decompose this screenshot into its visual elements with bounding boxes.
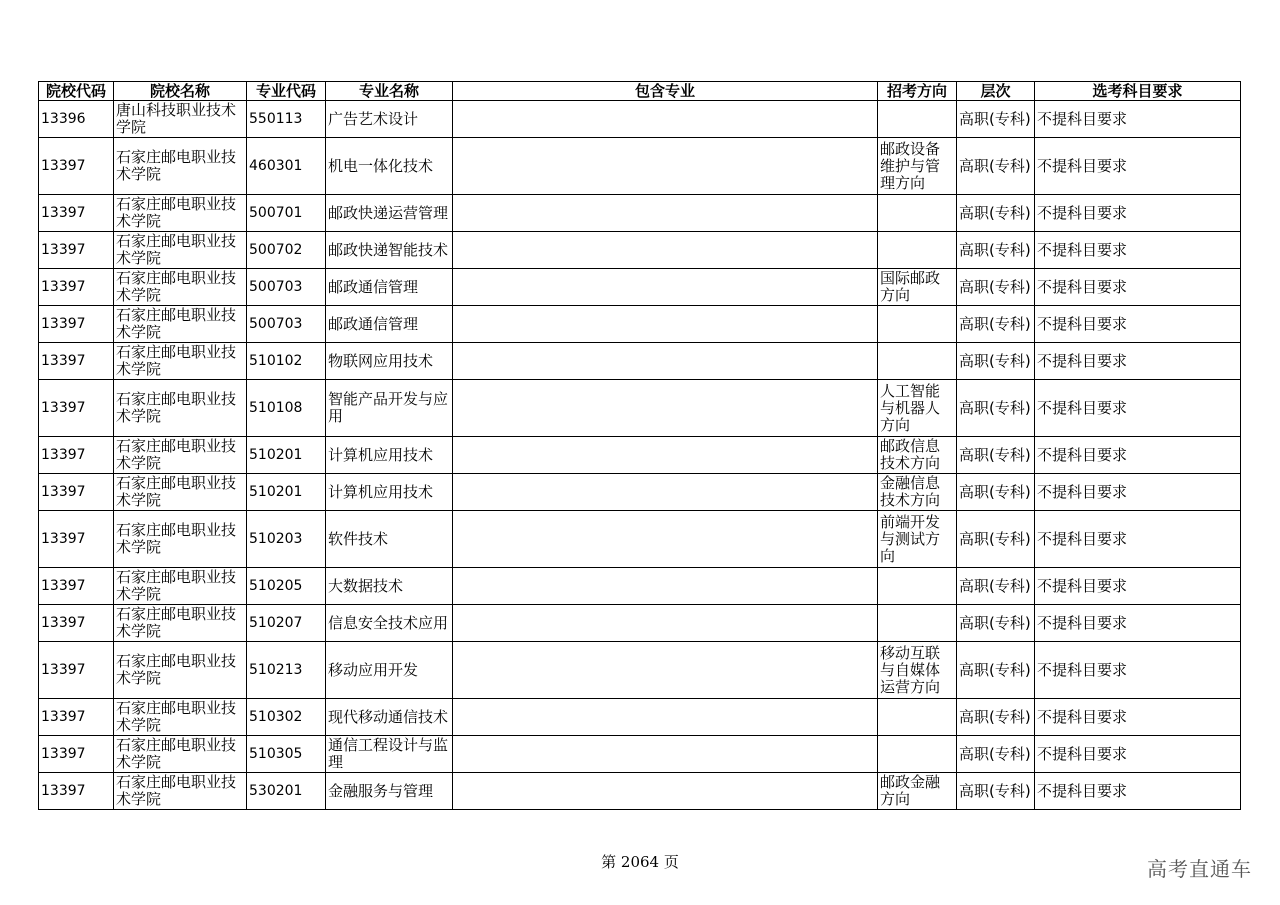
major-name-cell: 机电一体化技术 bbox=[326, 138, 453, 195]
major-code-cell: 500702 bbox=[247, 232, 326, 269]
major-name-cell: 信息安全技术应用 bbox=[326, 605, 453, 642]
included-majors-cell bbox=[453, 736, 878, 773]
school-name-cell: 石家庄邮电职业技术学院 bbox=[114, 437, 247, 474]
level-cell: 高职(专科) bbox=[957, 343, 1035, 380]
direction-cell bbox=[878, 736, 957, 773]
major-code-cell: 510205 bbox=[247, 568, 326, 605]
subject-requirement-cell: 不提科目要求 bbox=[1035, 437, 1241, 474]
table-row bbox=[39, 642, 1241, 699]
level-cell: 高职(专科) bbox=[957, 605, 1035, 642]
admission-table bbox=[38, 81, 1241, 810]
major-code-cell: 510201 bbox=[247, 474, 326, 511]
direction-cell bbox=[878, 195, 957, 232]
major-code-cell: 510302 bbox=[247, 699, 326, 736]
major-name-cell: 广告艺术设计 bbox=[326, 101, 453, 138]
major-name-cell: 邮政快递智能技术 bbox=[326, 232, 453, 269]
school-code-cell: 13397 bbox=[39, 343, 114, 380]
included-majors-cell bbox=[453, 380, 878, 437]
included-majors-cell bbox=[453, 437, 878, 474]
major-name-cell: 现代移动通信技术 bbox=[326, 699, 453, 736]
direction-cell bbox=[878, 232, 957, 269]
direction-cell: 邮政设备维护与管理方向 bbox=[878, 138, 957, 195]
subject-requirement-cell: 不提科目要求 bbox=[1035, 138, 1241, 195]
school-name-cell: 石家庄邮电职业技术学院 bbox=[114, 269, 247, 306]
school-name-cell: 石家庄邮电职业技术学院 bbox=[114, 736, 247, 773]
school-name-cell: 石家庄邮电职业技术学院 bbox=[114, 605, 247, 642]
major-name-cell: 计算机应用技术 bbox=[326, 474, 453, 511]
school-name-cell: 石家庄邮电职业技术学院 bbox=[114, 773, 247, 810]
subject-requirement-cell: 不提科目要求 bbox=[1035, 568, 1241, 605]
table-row bbox=[39, 269, 1241, 306]
table-row bbox=[39, 138, 1241, 195]
subject-requirement-cell: 不提科目要求 bbox=[1035, 605, 1241, 642]
direction-cell: 国际邮政方向 bbox=[878, 269, 957, 306]
major-name-cell: 金融服务与管理 bbox=[326, 773, 453, 810]
school-name-cell: 唐山科技职业技术学院 bbox=[114, 101, 247, 138]
subject-requirement-cell: 不提科目要求 bbox=[1035, 773, 1241, 810]
table-row bbox=[39, 568, 1241, 605]
major-name-cell: 物联网应用技术 bbox=[326, 343, 453, 380]
major-code-cell: 510203 bbox=[247, 511, 326, 568]
subject-requirement-cell: 不提科目要求 bbox=[1035, 195, 1241, 232]
included-majors-cell bbox=[453, 269, 878, 306]
school-code-cell: 13397 bbox=[39, 474, 114, 511]
header-major-name: 专业名称 bbox=[326, 82, 453, 101]
school-code-cell: 13397 bbox=[39, 306, 114, 343]
header-subject-requirement: 选考科目要求 bbox=[1035, 82, 1241, 101]
subject-requirement-cell: 不提科目要求 bbox=[1035, 232, 1241, 269]
table-row bbox=[39, 773, 1241, 810]
school-name-cell: 石家庄邮电职业技术学院 bbox=[114, 474, 247, 511]
page-number: 第 2064 页 bbox=[601, 853, 679, 871]
header-school-code: 院校代码 bbox=[39, 82, 114, 101]
direction-cell: 人工智能与机器人方向 bbox=[878, 380, 957, 437]
level-cell: 高职(专科) bbox=[957, 568, 1035, 605]
major-code-cell: 530201 bbox=[247, 773, 326, 810]
direction-cell bbox=[878, 306, 957, 343]
major-name-cell: 大数据技术 bbox=[326, 568, 453, 605]
school-code-cell: 13397 bbox=[39, 699, 114, 736]
direction-cell: 邮政金融方向 bbox=[878, 773, 957, 810]
table-row bbox=[39, 380, 1241, 437]
header-included-majors: 包含专业 bbox=[453, 82, 878, 101]
table-body bbox=[39, 101, 1241, 810]
major-name-cell: 邮政通信管理 bbox=[326, 306, 453, 343]
table-row bbox=[39, 101, 1241, 138]
subject-requirement-cell: 不提科目要求 bbox=[1035, 380, 1241, 437]
table-row bbox=[39, 306, 1241, 343]
level-cell: 高职(专科) bbox=[957, 380, 1035, 437]
direction-cell: 移动互联与自媒体运营方向 bbox=[878, 642, 957, 699]
level-cell: 高职(专科) bbox=[957, 232, 1035, 269]
school-code-cell: 13397 bbox=[39, 736, 114, 773]
major-name-cell: 邮政通信管理 bbox=[326, 269, 453, 306]
included-majors-cell bbox=[453, 773, 878, 810]
school-code-cell: 13397 bbox=[39, 511, 114, 568]
subject-requirement-cell: 不提科目要求 bbox=[1035, 736, 1241, 773]
major-code-cell: 510305 bbox=[247, 736, 326, 773]
included-majors-cell bbox=[453, 101, 878, 138]
level-cell: 高职(专科) bbox=[957, 101, 1035, 138]
school-code-cell: 13397 bbox=[39, 642, 114, 699]
direction-cell: 前端开发与测试方向 bbox=[878, 511, 957, 568]
header-school-name: 院校名称 bbox=[114, 82, 247, 101]
school-name-cell: 石家庄邮电职业技术学院 bbox=[114, 511, 247, 568]
school-name-cell: 石家庄邮电职业技术学院 bbox=[114, 306, 247, 343]
school-code-cell: 13397 bbox=[39, 138, 114, 195]
school-code-cell: 13397 bbox=[39, 568, 114, 605]
school-code-cell: 13396 bbox=[39, 101, 114, 138]
direction-cell bbox=[878, 605, 957, 642]
major-code-cell: 500701 bbox=[247, 195, 326, 232]
included-majors-cell bbox=[453, 605, 878, 642]
school-code-cell: 13397 bbox=[39, 232, 114, 269]
level-cell: 高职(专科) bbox=[957, 195, 1035, 232]
school-code-cell: 13397 bbox=[39, 605, 114, 642]
major-name-cell: 计算机应用技术 bbox=[326, 437, 453, 474]
included-majors-cell bbox=[453, 474, 878, 511]
table-row bbox=[39, 474, 1241, 511]
table-row bbox=[39, 437, 1241, 474]
header-direction: 招考方向 bbox=[878, 82, 957, 101]
header-level: 层次 bbox=[957, 82, 1035, 101]
table-row bbox=[39, 511, 1241, 568]
subject-requirement-cell: 不提科目要求 bbox=[1035, 699, 1241, 736]
level-cell: 高职(专科) bbox=[957, 269, 1035, 306]
included-majors-cell bbox=[453, 306, 878, 343]
level-cell: 高职(专科) bbox=[957, 306, 1035, 343]
major-code-cell: 510201 bbox=[247, 437, 326, 474]
major-name-cell: 邮政快递运营管理 bbox=[326, 195, 453, 232]
major-code-cell: 550113 bbox=[247, 101, 326, 138]
included-majors-cell bbox=[453, 511, 878, 568]
table-header-row bbox=[39, 82, 1241, 101]
included-majors-cell bbox=[453, 343, 878, 380]
watermark-logo: 高考直通车 bbox=[1147, 857, 1252, 881]
table-row bbox=[39, 195, 1241, 232]
major-code-cell: 510108 bbox=[247, 380, 326, 437]
school-name-cell: 石家庄邮电职业技术学院 bbox=[114, 380, 247, 437]
direction-cell bbox=[878, 101, 957, 138]
major-name-cell: 通信工程设计与监理 bbox=[326, 736, 453, 773]
included-majors-cell bbox=[453, 232, 878, 269]
subject-requirement-cell: 不提科目要求 bbox=[1035, 269, 1241, 306]
level-cell: 高职(专科) bbox=[957, 736, 1035, 773]
header-major-code: 专业代码 bbox=[247, 82, 326, 101]
level-cell: 高职(专科) bbox=[957, 511, 1035, 568]
included-majors-cell bbox=[453, 642, 878, 699]
table-row bbox=[39, 232, 1241, 269]
major-code-cell: 460301 bbox=[247, 138, 326, 195]
school-code-cell: 13397 bbox=[39, 269, 114, 306]
school-code-cell: 13397 bbox=[39, 437, 114, 474]
school-name-cell: 石家庄邮电职业技术学院 bbox=[114, 343, 247, 380]
included-majors-cell bbox=[453, 699, 878, 736]
table-row bbox=[39, 605, 1241, 642]
subject-requirement-cell: 不提科目要求 bbox=[1035, 511, 1241, 568]
subject-requirement-cell: 不提科目要求 bbox=[1035, 474, 1241, 511]
subject-requirement-cell: 不提科目要求 bbox=[1035, 642, 1241, 699]
direction-cell bbox=[878, 699, 957, 736]
included-majors-cell bbox=[453, 568, 878, 605]
school-code-cell: 13397 bbox=[39, 773, 114, 810]
level-cell: 高职(专科) bbox=[957, 437, 1035, 474]
level-cell: 高职(专科) bbox=[957, 773, 1035, 810]
direction-cell: 金融信息技术方向 bbox=[878, 474, 957, 511]
major-code-cell: 510102 bbox=[247, 343, 326, 380]
table-row bbox=[39, 699, 1241, 736]
table-row bbox=[39, 343, 1241, 380]
direction-cell: 邮政信息技术方向 bbox=[878, 437, 957, 474]
major-code-cell: 510207 bbox=[247, 605, 326, 642]
level-cell: 高职(专科) bbox=[957, 699, 1035, 736]
level-cell: 高职(专科) bbox=[957, 138, 1035, 195]
major-code-cell: 500703 bbox=[247, 269, 326, 306]
major-name-cell: 移动应用开发 bbox=[326, 642, 453, 699]
included-majors-cell bbox=[453, 195, 878, 232]
level-cell: 高职(专科) bbox=[957, 474, 1035, 511]
school-name-cell: 石家庄邮电职业技术学院 bbox=[114, 642, 247, 699]
major-code-cell: 510213 bbox=[247, 642, 326, 699]
school-code-cell: 13397 bbox=[39, 195, 114, 232]
major-code-cell: 500703 bbox=[247, 306, 326, 343]
table-row bbox=[39, 736, 1241, 773]
level-cell: 高职(专科) bbox=[957, 642, 1035, 699]
subject-requirement-cell: 不提科目要求 bbox=[1035, 101, 1241, 138]
included-majors-cell bbox=[453, 138, 878, 195]
major-name-cell: 软件技术 bbox=[326, 511, 453, 568]
school-name-cell: 石家庄邮电职业技术学院 bbox=[114, 699, 247, 736]
major-name-cell: 智能产品开发与应用 bbox=[326, 380, 453, 437]
direction-cell bbox=[878, 343, 957, 380]
school-name-cell: 石家庄邮电职业技术学院 bbox=[114, 195, 247, 232]
school-name-cell: 石家庄邮电职业技术学院 bbox=[114, 138, 247, 195]
school-name-cell: 石家庄邮电职业技术学院 bbox=[114, 232, 247, 269]
school-name-cell: 石家庄邮电职业技术学院 bbox=[114, 568, 247, 605]
subject-requirement-cell: 不提科目要求 bbox=[1035, 343, 1241, 380]
school-code-cell: 13397 bbox=[39, 380, 114, 437]
direction-cell bbox=[878, 568, 957, 605]
subject-requirement-cell: 不提科目要求 bbox=[1035, 306, 1241, 343]
